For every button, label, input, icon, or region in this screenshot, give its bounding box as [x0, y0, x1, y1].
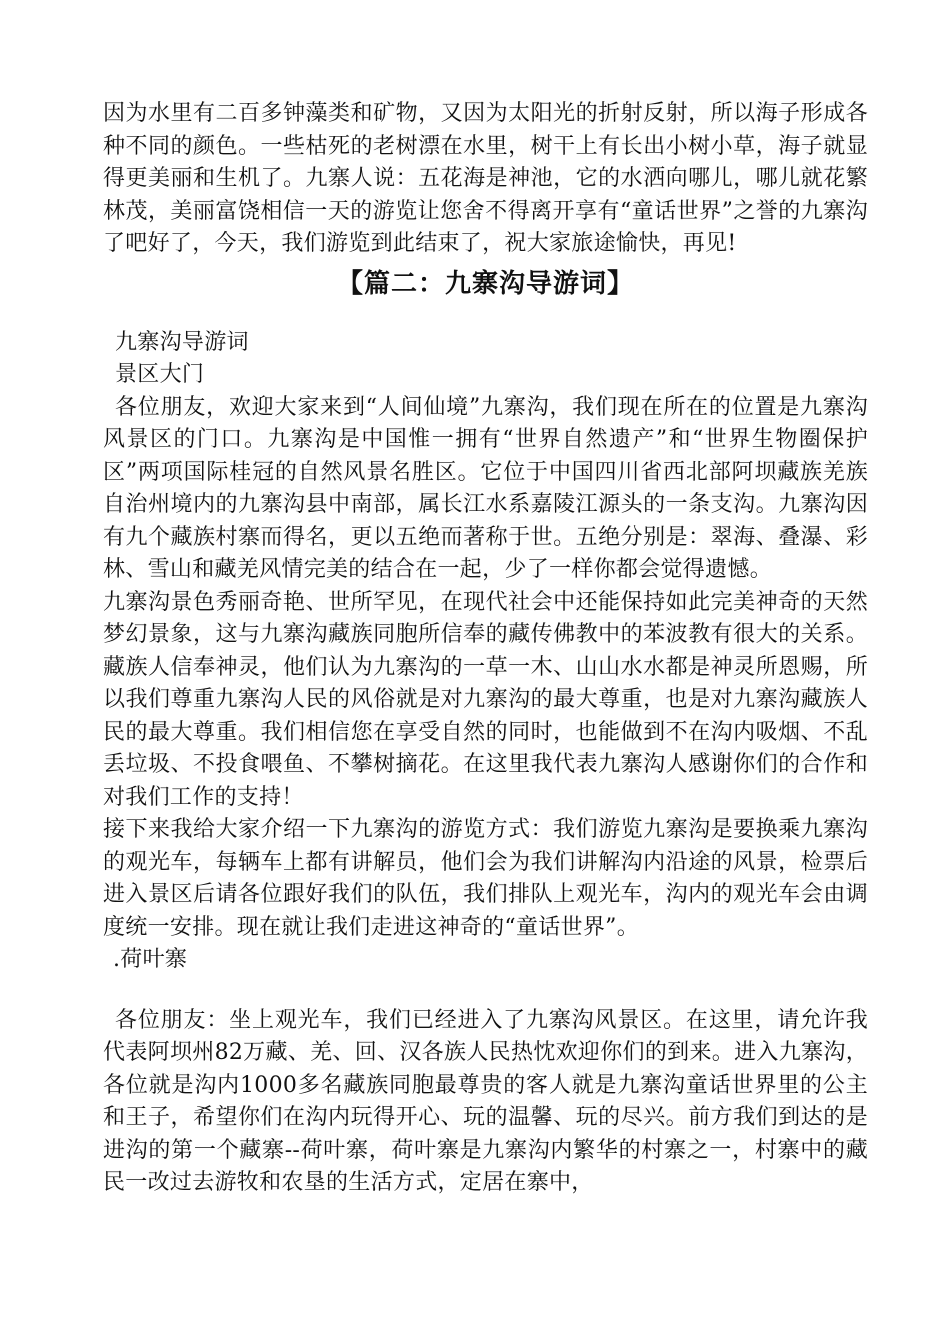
intro-paragraph: 因为水里有二百多钟藻类和矿物，又因为太阳光的折射反射，所以海子形成各种不同的颜色。一些枯死的老树漂在水里，树干上有长出小树小草，海子就显得更美丽和生机了。九寨人说：五花海是神池，它的水洒向哪儿，哪儿就花繁林茂，美丽富饶相信一天的游览让您舍不得离开享有“童话世界”之誉的九寨沟了吧好了，今天，我们游览到此结束了，祝大家旅途愉快，再见! [103, 101, 868, 256]
document-subtitle: 九寨沟导游词 [115, 329, 249, 355]
section-title: 【篇二：九寨沟导游词】 [336, 268, 634, 299]
paragraph-scenic-gate-tour-method: 接下来我给大家介绍一下九寨沟的游览方式：我们游览九寨沟是要换乘九寨沟的观光车，每辆车上都有讲解员，他们会为我们讲解沟内沿途的风景，检票后进入景区后请各位跟好我们的队伍，我们排队上观光车，沟内的观光车会由调度统一安排。现在就让我们走进这神奇的“童话世界”。 [103, 817, 868, 940]
document-page [103, 98, 868, 1200]
paragraph-heye-village: 各位朋友：坐上观光车，我们已经进入了九寨沟风景区。在这里，请允许我代表阿坝州82万藏、羌、回、汉各族人民热忱欢迎你们的到来。进入九寨沟，各位就是沟内1000多名藏族同胞最尊贵的客人就是九寨沟童话世界里的公主和王子，希望你们在沟内玩得开心、玩的温馨、玩的尽兴。前方我们到达的是进沟的第一个藏寨--荷叶寨，荷叶寨是九寨沟内繁华的村寨之一，村寨中的藏民一改过去游牧和农垦的生活方式，定居在寨中， [103, 1007, 868, 1195]
heading-scenic-gate: 景区大门 [115, 362, 205, 387]
paragraph-scenic-gate-culture: 九寨沟景色秀丽奇艳、世所罕见，在现代社会中还能保持如此完美神奇的天然梦幻景象，这与九寨沟藏族同胞所信奉的藏传佛教中的苯波教有很大的关系。藏族人信奉神灵，他们认为九寨沟的一草一木、山山水水都是神灵所恩赐，所以我们尊重九寨沟人民的风俗就是对九寨沟的最大尊重，也是对九寨沟藏族人民的最大尊重。我们相信您在享受自然的同时，也能做到不在沟内吸烟、不乱丢垃圾、不投食喂鱼、不攀树摘花。在这里我代表九寨沟人感谢你们的合作和对我们工作的支持！ [103, 589, 868, 810]
section-spacer [103, 977, 868, 1005]
heading-heye-village: .荷叶寨 [113, 947, 188, 972]
paragraph-scenic-gate-intro: 各位朋友，欢迎大家来到“人间仙境”九寨沟，我们现在所在的位置是九寨沟风景区的门口。九寨沟是中国惟一拥有“世界自然遗产”和“世界生物圈保护区”两项国际桂冠的自然风景名胜区。它位于中国四川省西北部阿坝藏族羌族自治州境内的九寨沟县中南部，属长江水系嘉陵江源头的一条支沟。九寨沟因有九个藏族村寨而得名，更以五绝而著称于世。五绝分别是：翠海、叠瀑、彩林、雪山和藏羌风情完美的结合在一起，少了一样你都会觉得遗憾。 [103, 394, 868, 582]
